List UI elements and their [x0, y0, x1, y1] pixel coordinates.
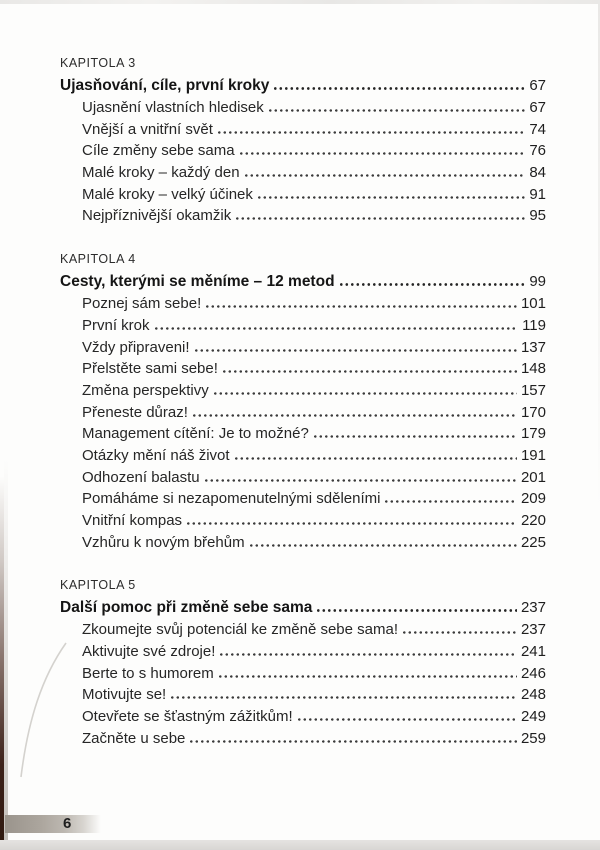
dot-leader [155, 327, 519, 330]
toc-entry-page-number: 241 [520, 643, 546, 661]
chapter-title-row [60, 273, 546, 295]
toc-entry-row [60, 121, 546, 143]
toc-entry-label: Otevřete se šťastným zážitkům! [82, 708, 293, 726]
dot-leader [403, 631, 517, 634]
dot-leader [187, 522, 517, 525]
toc-entry-page-number: 148 [520, 360, 546, 378]
chapter-title: Cesty, kterými se měníme – 12 metod [60, 273, 335, 291]
toc-entry-row [60, 339, 546, 361]
toc-entry-page-number: 179 [520, 425, 546, 443]
dot-leader [171, 696, 517, 699]
toc-entry-row [60, 469, 546, 491]
chapter-title: Další pomoc při změně sebe sama [60, 599, 313, 617]
toc-entry-row [60, 447, 546, 469]
dot-leader [340, 283, 526, 286]
dot-leader [298, 718, 517, 721]
chapter-title-row [60, 77, 546, 99]
toc-entry-page-number: 170 [520, 403, 546, 421]
toc-entry-row [60, 295, 546, 317]
toc-entry-row [60, 382, 546, 404]
toc-entry-label: Poznej sám sebe! [82, 295, 202, 313]
toc-entry-page-number: 249 [520, 708, 546, 726]
toc-entry-row [60, 490, 546, 512]
toc-entry-page-number: 248 [520, 686, 546, 704]
toc-entry-row [60, 404, 546, 426]
dot-leader [193, 414, 517, 417]
toc-entry-page-number: 220 [520, 512, 546, 529]
toc-entry-page-number: 137 [520, 338, 546, 356]
toc-section [60, 56, 546, 229]
toc-entry-label: Změna perspektivy [82, 381, 209, 399]
dot-leader [235, 457, 517, 460]
chapter-number-label: KAPITOLA 3 [60, 56, 136, 70]
toc-entry-row [60, 425, 546, 447]
toc-entry-label: Vnější a vnitřní svět [82, 120, 213, 138]
toc-entry-page-number: 91 [529, 185, 546, 203]
chapter-title-row [60, 599, 546, 621]
dot-leader [274, 87, 525, 90]
dot-leader [236, 217, 525, 220]
toc-entry-page-number: 191 [520, 446, 546, 464]
chapter-title: Ujasňování, cíle, první kroky [60, 77, 270, 94]
toc-entry-page-number: 201 [520, 468, 546, 486]
toc-entry-label: Zkoumejte svůj potenciál ke změně sebe sama! [82, 621, 398, 639]
toc-entry-label: Odhození balastu [82, 468, 200, 486]
scan-edge-bottom [0, 840, 600, 850]
toc-entry-label: Malé kroky – velký účinek [82, 185, 253, 203]
toc-entry-page-number: 157 [520, 381, 546, 399]
toc-entry-label: Vzhůru k novým břehům [82, 533, 245, 551]
dot-leader [205, 479, 517, 482]
toc-entry-row [60, 643, 546, 665]
dot-leader [218, 131, 525, 134]
dot-leader [223, 370, 517, 373]
toc-entry-row [60, 512, 546, 534]
toc-entry-page-number: 119 [522, 316, 546, 334]
toc-entry-label: Malé kroky – každý den [82, 164, 240, 182]
toc-entry-label: Motivujte se! [82, 686, 167, 704]
toc-entry-label: Cíle změny sebe sama [82, 142, 235, 160]
toc-entry-row [60, 164, 546, 186]
chapter-page-number: 67 [529, 77, 546, 94]
footer-page-number: 6 [63, 815, 72, 832]
toc-entry-row [60, 708, 546, 730]
dot-leader [269, 109, 526, 112]
toc-entry-label: Vždy připraveni! [82, 338, 190, 356]
toc-entry-page-number: 101 [520, 295, 546, 313]
toc-entry-page-number: 246 [520, 664, 546, 682]
dot-leader [190, 740, 517, 743]
dot-leader [258, 196, 525, 199]
toc-entry-label: Nejpříznivější okamžik [82, 207, 232, 225]
toc-section [60, 252, 546, 555]
toc-entry-page-number: 259 [520, 729, 546, 747]
toc-entry-row [60, 621, 546, 643]
toc-entry-label: Přelstěte sami sebe! [82, 360, 218, 378]
toc-entries [60, 295, 546, 555]
dot-leader [250, 544, 517, 547]
chapter-page-number: 237 [520, 599, 546, 617]
toc-entry-row [60, 360, 546, 382]
dot-leader [385, 500, 516, 503]
toc-entry-page-number: 95 [529, 207, 546, 225]
toc-entry-label: Berte to s humorem [82, 664, 214, 682]
toc-entry-row [60, 686, 546, 708]
toc-entry-label: Přeneste důraz! [82, 403, 188, 421]
toc-entry-label: Aktivujte své zdroje! [82, 643, 216, 661]
toc-entry-label: Management cítění: Je to možné? [82, 425, 309, 443]
toc-entry-page-number: 84 [529, 164, 546, 182]
dot-leader [314, 435, 517, 438]
toc-entry-page-number: 209 [520, 490, 546, 508]
toc-entry-label: Vnitřní kompas [82, 512, 183, 529]
toc-section [60, 578, 546, 751]
toc-entry-row [60, 534, 546, 556]
toc-entry-row [60, 317, 546, 339]
chapter-number-label: KAPITOLA 4 [60, 252, 136, 267]
scan-edge-top [0, 0, 600, 4]
toc-entry-row [60, 142, 546, 164]
toc-entry-row [60, 730, 546, 752]
toc-entry-row [60, 207, 546, 229]
dot-leader [220, 653, 517, 656]
dot-leader [206, 305, 517, 308]
toc-entry-row [60, 186, 546, 208]
chapter-page-number: 99 [529, 273, 546, 291]
toc-entries [60, 621, 546, 751]
toc-entries [60, 99, 546, 229]
dot-leader [219, 675, 517, 678]
dot-leader [240, 152, 526, 155]
dot-leader [245, 174, 526, 177]
toc-entry-label: Ujasnění vlastních hledisek [82, 99, 264, 116]
toc-entry-page-number: 225 [520, 533, 546, 551]
toc-entry-page-number: 67 [529, 99, 546, 116]
dot-leader [317, 609, 517, 612]
toc-entry-row [60, 99, 546, 121]
toc-entry-page-number: 76 [529, 142, 546, 160]
toc-entry-label: Otázky mění náš život [82, 446, 230, 464]
toc-entry-label: První krok [82, 316, 150, 334]
dot-leader [214, 392, 517, 395]
toc-entry-label: Začněte u sebe [82, 729, 186, 747]
scan-edge-left-shadow [4, 459, 8, 850]
toc-entry-page-number: 237 [520, 621, 546, 639]
toc-entry-page-number: 74 [529, 120, 546, 138]
toc-entry-label: Pomáháme si nezapomenutelnými sděleními [82, 490, 381, 508]
dot-leader [195, 349, 517, 352]
toc-entry-row [60, 665, 546, 687]
chapter-number-label: KAPITOLA 5 [60, 578, 136, 593]
footer-page-number-bar [5, 815, 101, 833]
table-of-contents [60, 56, 546, 775]
